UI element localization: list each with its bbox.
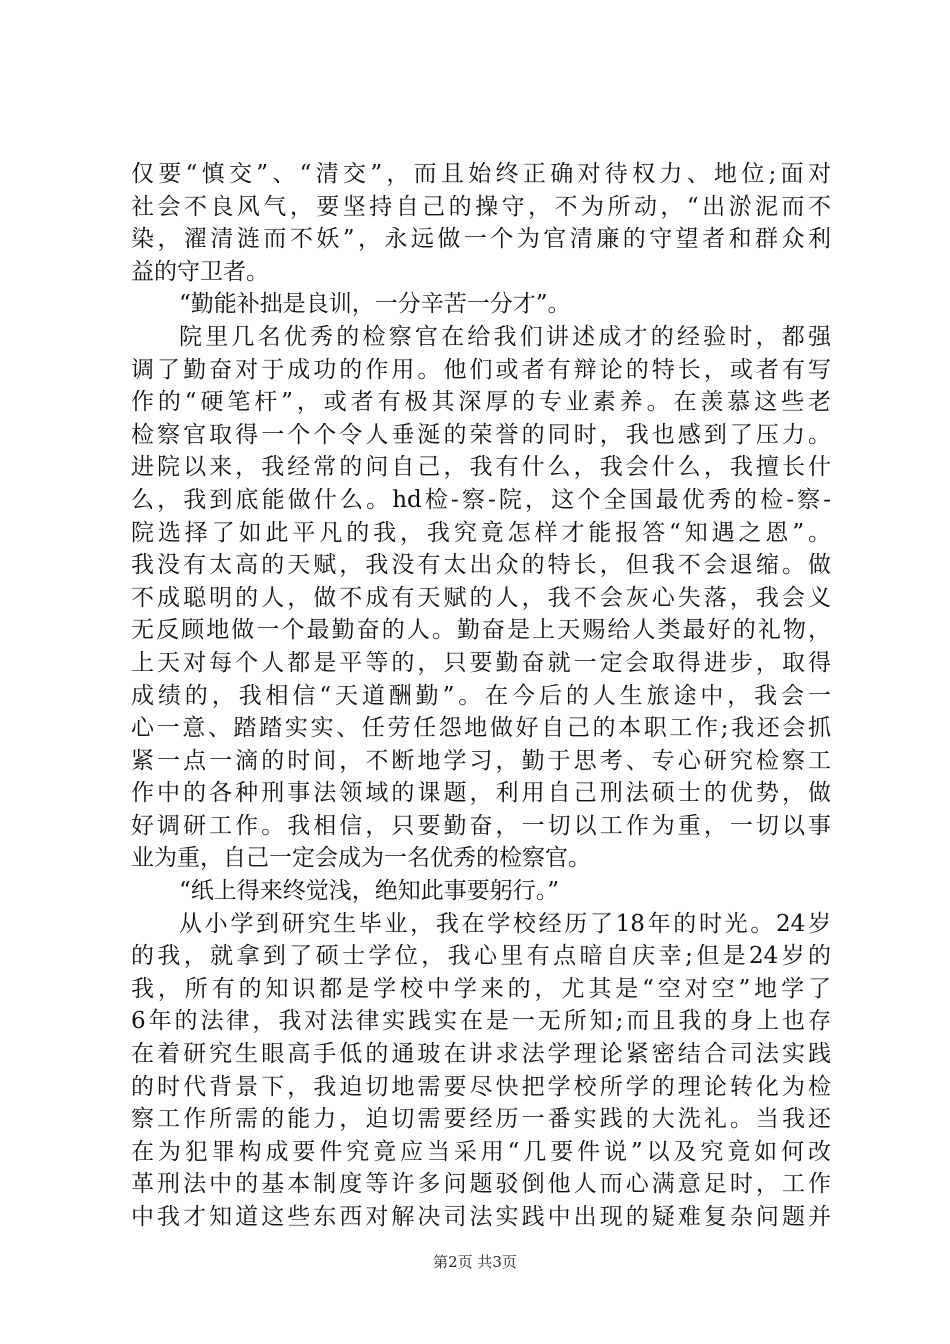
text-line: 调了勤奋对于成功的作用。他们或者有辩论的特长，或者有写 — [131, 356, 831, 383]
text-line: 社会不良风气，要坚持自己的操守，不为所动，“出淤泥而不 — [131, 193, 831, 220]
quote-heading-1: “勤能补拙是良训，一分辛苦一分才”。 — [179, 291, 571, 318]
text-line: 革刑法中的基本制度等许多问题驳倒他人而心满意足时，工作 — [131, 1171, 831, 1198]
text-line: 院里几名优秀的检察官在给我们讲述成才的经验时，都强 — [179, 323, 831, 350]
text-line: 的时代背景下，我迫切地需要尽快把学校所学的理论转化为检 — [131, 1073, 831, 1100]
quote-heading-2: “纸上得来终觉浅，绝知此事要躬行。” — [179, 878, 560, 905]
text-line: 无反顾地做一个最勤奋的人。勤奋是上天赐给人类最好的礼物， — [131, 617, 831, 644]
text-line: 上天对每个人都是平等的，只要勤奋就一定会取得进步，取得 — [131, 649, 831, 676]
text-line: 么，我到底能做什么。hd检-察-院，这个全国最优秀的检-察- — [131, 486, 831, 513]
text-line: 进院以来，我经常的问自己，我有什么，我会什么，我擅长什 — [131, 454, 831, 481]
page-number-footer: 第2页 共3页 — [433, 1253, 517, 1271]
text-line: 作中的各种刑事法领域的课题，利用自己刑法硕士的优势，做 — [131, 780, 831, 807]
text-line: 业为重，自己一定会成为一名优秀的检察官。 — [131, 845, 591, 872]
text-line: 的我，就拿到了硕士学位，我心里有点暗自庆幸;但是24岁的 — [131, 943, 831, 970]
text-line: 紧一点一滴的时间，不断地学习，勤于思考、专心研究检察工 — [131, 747, 831, 774]
text-line: 我，所有的知识都是学校中学来的，尤其是“空对空”地学了 — [131, 975, 831, 1002]
text-line: 察工作所需的能力，迫切需要经历一番实践的大洗礼。当我还 — [131, 1106, 831, 1133]
body-text — [131, 158, 831, 1234]
text-line: 成绩的，我相信“天道酬勤”。在今后的人生旅途中，我会一 — [131, 682, 831, 709]
text-line: 在着研究生眼高手低的通玻在讲求法学理论紧密结合司法实践 — [131, 1041, 831, 1068]
text-line: 仅要“慎交”、“清交”，而且始终正确对待权力、地位;面对 — [131, 161, 831, 187]
text-line: 中我才知道这些东西对解决司法实践中出现的疑难复杂问题并 — [131, 1204, 831, 1230]
text-line: 益的守卫者。 — [131, 258, 269, 285]
text-line: 从小学到研究生毕业，我在学校经历了18年的时光。24岁 — [179, 910, 831, 937]
text-line: 好调研工作。我相信，只要勤奋，一切以工作为重，一切以事 — [131, 812, 831, 839]
text-line: 在为犯罪构成要件究竟应当采用“几要件说”以及究竟如何改 — [131, 1138, 831, 1165]
text-line: 心一意、踏踏实实、任劳任怨地做好自己的本职工作;我还会抓 — [131, 715, 831, 742]
text-line: 染，濯清涟而不妖”，永远做一个为官清廉的守望者和群众利 — [131, 226, 831, 253]
text-line: 我没有太高的天赋，我没有太出众的特长，但我不会退缩。做 — [131, 552, 831, 579]
text-line: 检察官取得一个个令人垂涎的荣誉的同时，我也感到了压力。 — [131, 421, 831, 448]
text-line: 6年的法律，我对法律实践实在是一无所知;而且我的身上也存 — [131, 1008, 831, 1035]
text-line: 院选择了如此平凡的我，我究竟怎样才能报答“知遇之恩”。 — [131, 519, 831, 546]
text-line: 作的“硬笔杆”，或者有极其深厚的专业素养。在羡慕这些老 — [131, 389, 831, 416]
text-line: 不成聪明的人，做不成有天赋的人，我不会灰心失落，我会义 — [131, 584, 831, 611]
